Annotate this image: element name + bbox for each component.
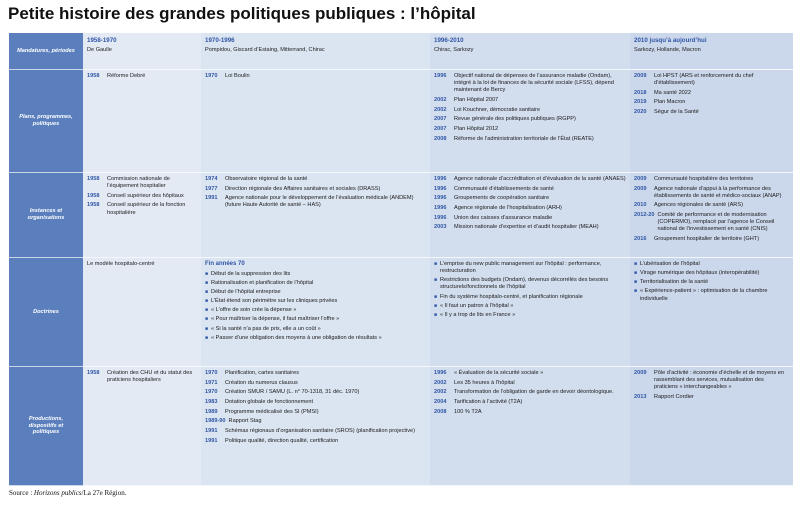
entry-year: 2009 [634,176,647,182]
entry-text: Dotation globale de fonctionnement [225,398,314,405]
timeline-entry [205,409,426,416]
bullet-text: « Il y a trop de lits en France » [440,311,516,318]
entry-text: Observatoire régional de la santé [225,176,308,182]
entry-year: 1970 [205,370,218,376]
entry-year: 2009 [634,370,647,376]
bullet-text: « Si la santé n’a pas de prix, elle a un coût » [211,325,321,332]
entry-text: Les 35 heures à l’hôpital [454,379,515,386]
entry-year: 1971 [205,379,218,386]
table-cell [430,258,630,367]
list-item [434,261,626,275]
table-cell [430,173,630,258]
timeline-entry [434,389,626,396]
bullet-icon: ■ [634,270,638,277]
entry-text: Création SMUR / SAMU (L. n° 70-1318, 31 déc. 1970) [225,389,360,396]
entry-text: Plan Hôpital 2012 [454,125,499,132]
actors-label: Chirac, Sarkozy [434,46,474,53]
entry-text: Schémas régionaux d’organisation sanitaire (SROS) (planification projective) [225,427,415,434]
entry-text: Pôle d’activité : économie d’échelle et de moyens en rassemblant des services, mutualisation des praticiens « interchangeables » [654,370,784,391]
table-cell [630,258,793,367]
entry-text: Planification, cartes sanitaires [225,370,299,376]
list-item [434,312,626,319]
table-cell [630,70,793,173]
bullet-icon: ■ [205,270,209,277]
table-cell [83,367,201,486]
entry-year: 2020 [634,109,647,116]
bullet-icon: ■ [205,334,209,341]
column-header-1996-2010 [430,33,630,70]
timeline-entry [434,380,626,387]
table-cell [201,258,430,367]
timeline-entry [205,438,426,445]
column-header-1970-1996 [201,33,430,70]
entry-year: 2013 [634,393,647,400]
list-item [634,261,789,268]
bullet-icon: ■ [434,277,438,284]
bullet-text: L’État étend son périmètre sur les cliniques privées [211,298,338,305]
table-cell [630,173,793,258]
entry-year: 1970 [205,73,218,79]
entry-year: 2002 [434,96,447,103]
bullet-text: L’ubérisation de l’hôpital [640,261,700,267]
entry-text: Groupement hospitalier de territoire (GHT) [654,236,760,243]
timeline-entry [634,394,789,401]
bullet-text: Début de la suppression des lits [211,270,291,277]
table-cell [201,70,430,173]
table-cell [630,367,793,486]
doctrine-text: Le modèle hospitalo-centré [87,261,155,267]
list-item [634,270,789,277]
entry-year: 2002 [434,106,447,113]
timeline-entry [434,97,626,104]
period-label: 1958-1970 [87,37,117,44]
list-item [205,326,426,333]
entry-year: 1970 [205,389,218,396]
table-cell [201,173,430,258]
timeline-entry [434,195,626,202]
entry-text: Tarification à l’activité (T2A) [454,398,523,405]
entry-text: « Évaluation de la sécurité sociale » [454,370,544,376]
entry-text: Plan Hôpital 2007 [454,96,499,103]
bullet-icon: ■ [634,261,638,267]
bullet-text: Restrictions des budgets (Ondam), devenus décorrélés des besoins structurels/fonctionnels de l’hôpital [440,277,609,291]
history-table [9,33,793,486]
entry-text: Comité de performance et de modernisation (COPERMO), remplacé par l’agence le Conseil national de l’investissement en santé (CNIS) [657,212,775,233]
list-item [205,298,426,305]
timeline-entry [434,409,626,416]
bullet-icon: ■ [434,293,438,300]
entry-year: 1958 [87,176,100,182]
actors-label: Sarkozy, Hollande, Macron [634,46,701,53]
bullet-text: « Expérience-patient » : optimisation de la chambre individuelle [640,288,768,302]
timeline-entry [87,370,197,384]
timeline-entry [634,73,789,87]
entry-text: Conseil supérieur des hôpitaux [107,192,184,199]
list-item [434,294,626,301]
row-label: Doctrines [9,258,83,367]
entry-year: 2003 [434,224,447,231]
timeline-entry [205,380,426,387]
timeline-entry [205,418,426,425]
entry-year: 1989 [205,408,218,415]
entry-text: Agence nationale pour le développement de l’évaluation médicale (ANDEM) (future Haute Autorité de santé – HAS) [225,195,414,209]
row-label: Plans, programmes, politiques [9,70,83,173]
timeline-entry [434,224,626,231]
entry-year: 2008 [434,408,447,415]
table-cell [83,70,201,173]
entry-text: Réforme Debré [107,73,146,79]
timeline-entry [87,73,197,80]
entry-text: Agence régionale de l’hospitalisation (ARH) [454,204,562,211]
entry-year: 1996 [434,204,447,211]
entry-text: Programme médicalisé des SI (PMSI) [225,408,319,415]
timeline-entry [634,176,789,183]
entry-text: Plan Macron [654,99,686,106]
timeline-entry [205,428,426,435]
header-row-label: Mandatures, périodes [9,33,83,70]
timeline-entry [634,99,789,106]
list-item [434,277,626,291]
source-note [9,489,126,497]
bullet-text: « Il faut un patron à l’hôpital » [440,302,514,309]
entry-year: 1989-90 [205,418,226,425]
source-suffix: /La 27e Région. [81,489,127,497]
bullet-icon: ■ [434,261,438,267]
entry-text: Transformation de l’obligation de garde en devoir déontologique. [454,389,614,396]
bullet-text: « Pour maîtriser la dépense, il faut maîtriser l’offre » [211,316,340,323]
table-cell [83,258,201,367]
entry-year: 1996 [434,214,447,221]
entry-text: Objectif national de dépenses de l’assurance maladie (Ondam), intégré à la loi de finances de la sécurité sociale (LFSS), dépend maintenant de Bercy [454,73,614,94]
source-italic: Horizons publics [33,489,82,497]
entry-text: Conseil supérieur de la fonction hospitalière [107,202,186,216]
entry-year: 1958 [87,202,100,209]
entry-year: 2010 [634,202,647,209]
entry-text: Loi Boulin [225,73,250,79]
entry-text: 100 % T2A [454,408,482,415]
bullet-text: Rationalisation et planification de l’hôpital [211,279,314,286]
list-item [205,289,426,296]
source-prefix: Source : [9,489,34,497]
timeline-entry [434,107,626,114]
timeline-entry [87,202,197,216]
period-label: 2010 jusqu’à aujourd’hui [634,37,707,44]
list-item [634,279,789,286]
entry-year: 1996 [434,370,447,376]
entry-year: 1974 [205,176,218,182]
entry-text: Commission nationale de l’équipement hospitalier [107,176,170,190]
entry-text: Groupements de coopération sanitaire [454,195,550,202]
list-item [634,288,789,302]
bullet-text: « L’offre de soin crée la dépense » [211,307,297,314]
timeline-entry [634,186,789,200]
table-cell [201,367,430,486]
timeline-entry [634,212,789,233]
bullet-text: L’emprise du new public management sur l’hôpital : performance, restructuration [440,261,602,275]
timeline-entry [205,195,426,209]
timeline-entry [434,370,626,377]
entry-year: 1996 [434,185,447,192]
list-item [205,316,426,323]
column-header-1958-1970 [83,33,201,70]
period-label: 1996-2010 [434,37,464,44]
entry-text: Ségur de la Santé [654,109,699,116]
entry-text: Revue générale des politiques publiques (RGPP) [454,116,576,123]
entry-year: 2018 [634,89,647,96]
timeline-entry [205,370,426,377]
entry-year: 2009 [634,185,647,192]
entry-text: Agence nationale d’appui à la performance des établissements de santé et médico-sociaux (ANAP) [654,185,782,199]
entry-text: Rapport Cordier [654,393,694,400]
timeline-entry [87,193,197,200]
entry-text: Ma santé 2022 [654,89,692,96]
timeline-entry [87,176,197,190]
entry-year: 1983 [205,398,218,405]
entry-year: 1991 [205,427,218,434]
entry-year: 1991 [205,437,218,444]
list-item [205,307,426,314]
entry-year: 2002 [434,379,447,386]
entry-year: 2009 [634,73,647,79]
timeline-entry [434,205,626,212]
column-header-2010-today [630,33,793,70]
entry-year: 2008 [434,135,447,142]
timeline-entry [434,73,626,94]
timeline-entry [205,176,426,183]
bullet-text: Virage numérique des hôpitaux (interopérabilité) [640,270,760,277]
entry-text: Loi Kouchner, démocratie sanitaire [454,106,541,113]
bullet-icon: ■ [205,288,209,295]
table-cell [430,367,630,486]
bullet-text: Fin du système hospitalo-centré, et planification régionale [440,293,583,300]
entry-text: Direction régionale des Affaires sanitaires et sociales (DRASS) [225,185,381,192]
bullet-icon: ■ [205,307,209,314]
entry-text: Création des CHU et du statut des praticiens hospitaliers [107,370,193,384]
actors-label: De Gaulle [87,46,112,53]
bullet-icon: ■ [434,302,438,309]
timeline-entry [634,370,789,391]
bullet-text: Territorialisation de la santé [640,279,709,286]
entry-text: Loi HPST (ARS et renforcement du chef d’établissement) [654,73,754,87]
entry-text: Agences régionales de santé (ARS) [654,202,743,209]
table-cell [83,173,201,258]
entry-text: Réforme de l’administration territoriale de l’État (REATE) [454,135,594,142]
timeline-entry [634,109,789,116]
bullet-text: Début de l’hôpital entreprise [211,288,281,295]
row-label: Instances et organisations [9,173,83,258]
entry-year: 1991 [205,195,218,202]
timeline-entry [434,215,626,222]
entry-text: Mission nationale d’expertise et d’audit hospitalier (MEAH) [454,224,599,231]
timeline-entry [434,399,626,406]
entry-year: 2002 [434,389,447,396]
timeline-entry [205,73,426,80]
entry-year: 2016 [634,236,647,243]
entry-year: 1996 [434,176,447,182]
timeline-entry [634,202,789,209]
timeline-entry [634,236,789,243]
list-item [205,335,426,342]
bullet-icon: ■ [205,325,209,332]
timeline-entry [205,389,426,396]
timeline-entry [434,176,626,183]
entry-year: 2007 [434,116,447,123]
bullet-icon: ■ [434,311,438,318]
entry-year: 2004 [434,398,447,405]
entry-text: Politique qualité, direction qualité, certification [225,437,339,444]
entry-text: Communauté d’établissements de santé [454,185,554,192]
actors-label: Pompidou, Giscard d’Estaing, Mitterrand, Chirac [205,46,325,53]
timeline-entry [434,126,626,133]
timeline-entry [205,186,426,193]
page-title: Petite histoire des grandes politiques publiques : l’hôpital [8,4,476,23]
entry-year: 1977 [205,185,218,192]
row-label: Productions, dispositifs et politiques [9,367,83,486]
table-cell [430,70,630,173]
timeline-entry [634,90,789,97]
entry-year: 1958 [87,370,100,376]
timeline-entry [434,136,626,143]
list-item [205,280,426,287]
entry-text: Union des caisses d’assurance maladie [454,214,553,221]
timeline-entry [205,399,426,406]
entry-year: 1958 [87,73,100,79]
entry-text: Rapport Stag [228,418,262,425]
entry-year: 1958 [87,192,100,199]
list-item [205,271,426,278]
entry-year: 2012-20 [634,212,655,219]
timeline-entry [434,186,626,193]
period-label: 1970-1996 [205,37,235,44]
bullet-text: « Passer d’une obligation des moyens à une obligation de résultats » [211,334,382,341]
bullet-icon: ■ [205,279,209,286]
entry-year: 2019 [634,99,647,106]
entry-text: Création du numerus clausus [225,379,298,386]
doctrine-subhead: Fin années 70 [205,261,245,267]
entry-text: Communauté hospitalière des territoires [654,176,754,182]
bullet-icon: ■ [205,316,209,323]
entry-year: 1996 [434,195,447,202]
bullet-icon: ■ [634,279,638,286]
entry-year: 1996 [434,73,447,79]
timeline-entry [434,116,626,123]
list-item [434,303,626,310]
entry-year: 2007 [434,125,447,132]
bullet-icon: ■ [634,288,638,295]
bullet-icon: ■ [205,298,209,305]
entry-text: Agence nationale d’accréditation et d’évaluation de la santé (ANAES) [454,176,626,182]
